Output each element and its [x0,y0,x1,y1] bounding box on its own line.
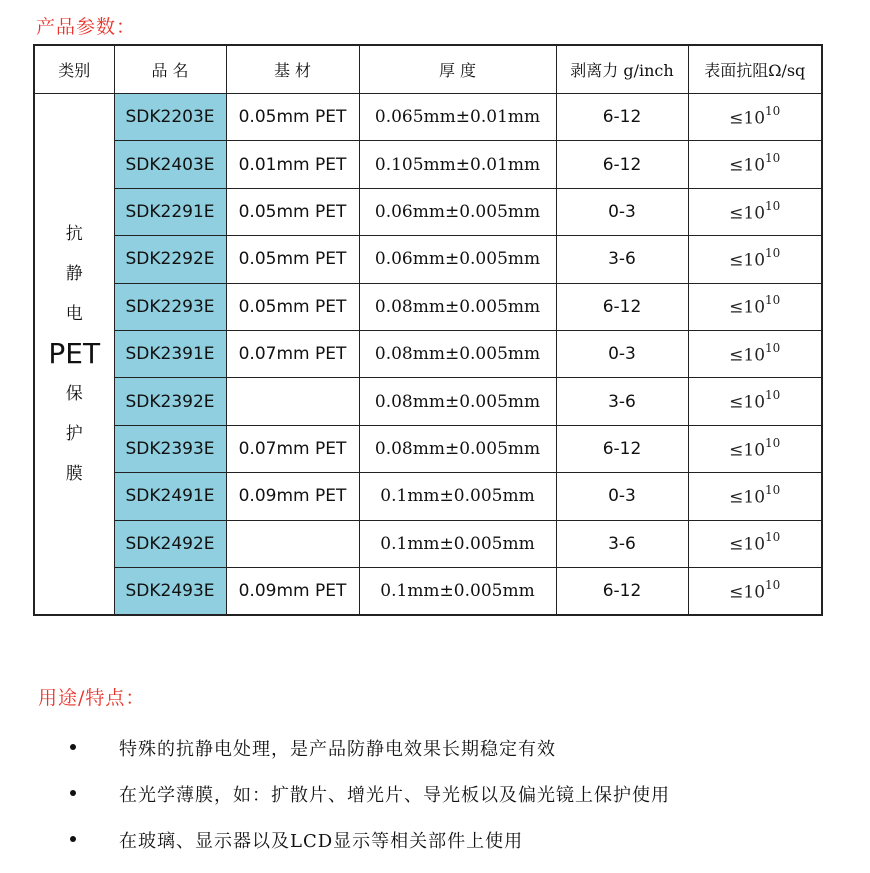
base-material-cell: 0.05mm PET [226,236,359,283]
product-name-cell: SDK2393E [114,425,226,472]
bullet-icon [70,836,76,842]
resistance-base: ≤10 [729,487,766,508]
list-item [70,781,830,811]
note-text: 特殊的抗静电处理，是产品防静电效果长期稳定有效 [119,739,556,760]
header-resistance: 表面抗阻Ω/sq [688,45,822,94]
base-material-cell: 0.09mm PET [226,473,359,520]
resistance-cell [688,473,822,520]
resistance-base: ≤10 [729,392,766,413]
resistance-base: ≤10 [729,582,766,603]
product-name-cell: SDK2291E [114,188,226,235]
product-name-cell: SDK2493E [114,567,226,615]
resistance-base: ≤10 [729,250,766,271]
thickness-cell: 0.08mm±0.005mm [359,425,556,472]
thickness-cell: 0.08mm±0.005mm [359,283,556,330]
category-char: 电 [65,304,83,325]
resistance-exponent: 10 [765,388,781,403]
base-material-cell [226,520,359,567]
resistance-exponent: 10 [765,151,781,166]
category-cell [34,94,114,616]
header-base: 基 材 [226,45,359,94]
spec-table [33,44,823,616]
resistance-exponent: 10 [765,435,781,450]
resistance-cell [688,94,822,141]
peel-strength-cell: 3-6 [556,236,688,283]
resistance-base: ≤10 [729,203,766,224]
resistance-cell [688,425,822,472]
header-peel: 剥离力 g/inch [556,45,688,94]
bullet-icon [70,790,76,796]
resistance-exponent: 10 [765,482,781,497]
thickness-cell: 0.06mm±0.005mm [359,188,556,235]
resistance-base: ≤10 [729,108,766,129]
product-name-cell: SDK2203E [114,94,226,141]
section-title-usage: 用途/特点： [38,687,146,709]
category-char: 护 [65,424,83,445]
base-material-cell: 0.09mm PET [226,567,359,615]
section-title-params: 产品参数： [36,16,137,38]
peel-strength-cell: 0-3 [556,473,688,520]
table-header-row [34,45,822,94]
peel-strength-cell: 0-3 [556,330,688,377]
resistance-exponent: 10 [765,198,781,213]
resistance-exponent: 10 [765,246,781,261]
table-row [34,425,822,472]
base-material-cell: 0.05mm PET [226,94,359,141]
resistance-base: ≤10 [729,298,766,319]
peel-strength-cell: 6-12 [556,94,688,141]
thickness-cell: 0.065mm±0.01mm [359,94,556,141]
thickness-cell: 0.06mm±0.005mm [359,236,556,283]
header-category: 类别 [34,45,114,94]
resistance-base: ≤10 [729,155,766,176]
category-char: 静 [65,264,83,285]
resistance-exponent: 10 [765,340,781,355]
product-name-cell: SDK2392E [114,378,226,425]
resistance-base: ≤10 [729,535,766,556]
peel-strength-cell: 6-12 [556,567,688,615]
resistance-exponent: 10 [765,530,781,545]
table-row [34,567,822,615]
product-name-cell: SDK2391E [114,330,226,377]
peel-strength-cell: 0-3 [556,188,688,235]
bullet-icon [70,744,76,750]
product-name-cell: SDK2491E [114,473,226,520]
table-row [34,520,822,567]
note-text: 在玻璃、显示器以及LCD显示等相关部件上使用 [119,831,524,852]
category-char: 膜 [65,464,83,485]
resistance-exponent: 10 [765,103,781,118]
header-thickness: 厚 度 [359,45,556,94]
product-name-cell: SDK2492E [114,520,226,567]
table-row [34,94,822,141]
resistance-cell [688,188,822,235]
thickness-cell: 0.1mm±0.005mm [359,473,556,520]
table-row [34,141,822,188]
category-char: PET [48,337,101,371]
resistance-base: ≤10 [729,440,766,461]
base-material-cell: 0.07mm PET [226,330,359,377]
thickness-cell: 0.08mm±0.005mm [359,330,556,377]
thickness-cell: 0.1mm±0.005mm [359,567,556,615]
base-material-cell: 0.01mm PET [226,141,359,188]
peel-strength-cell: 6-12 [556,425,688,472]
base-material-cell [226,378,359,425]
thickness-cell: 0.105mm±0.01mm [359,141,556,188]
category-char: 保 [65,384,83,405]
resistance-cell [688,567,822,615]
peel-strength-cell: 6-12 [556,283,688,330]
table-row [34,283,822,330]
resistance-cell [688,236,822,283]
product-name-cell: SDK2292E [114,236,226,283]
table-row [34,188,822,235]
header-name: 品 名 [114,45,226,94]
category-char: 抗 [65,224,83,245]
thickness-cell: 0.08mm±0.005mm [359,378,556,425]
list-item [70,827,830,857]
table-row [34,473,822,520]
peel-strength-cell: 6-12 [556,141,688,188]
resistance-cell [688,378,822,425]
resistance-cell [688,141,822,188]
resistance-cell [688,330,822,377]
base-material-cell: 0.05mm PET [226,283,359,330]
resistance-exponent: 10 [765,293,781,308]
base-material-cell: 0.05mm PET [226,188,359,235]
table-row [34,330,822,377]
table-row [34,378,822,425]
resistance-cell [688,520,822,567]
list-item [70,735,830,765]
thickness-cell: 0.1mm±0.005mm [359,520,556,567]
resistance-exponent: 10 [765,577,781,592]
product-name-cell: SDK2403E [114,141,226,188]
note-text: 在光学薄膜，如：扩散片、增光片、导光板以及偏光镜上保护使用 [119,785,670,806]
peel-strength-cell: 3-6 [556,378,688,425]
product-name-cell: SDK2293E [114,283,226,330]
base-material-cell: 0.07mm PET [226,425,359,472]
resistance-cell [688,283,822,330]
table-row [34,236,822,283]
resistance-base: ≤10 [729,345,766,366]
peel-strength-cell: 3-6 [556,520,688,567]
